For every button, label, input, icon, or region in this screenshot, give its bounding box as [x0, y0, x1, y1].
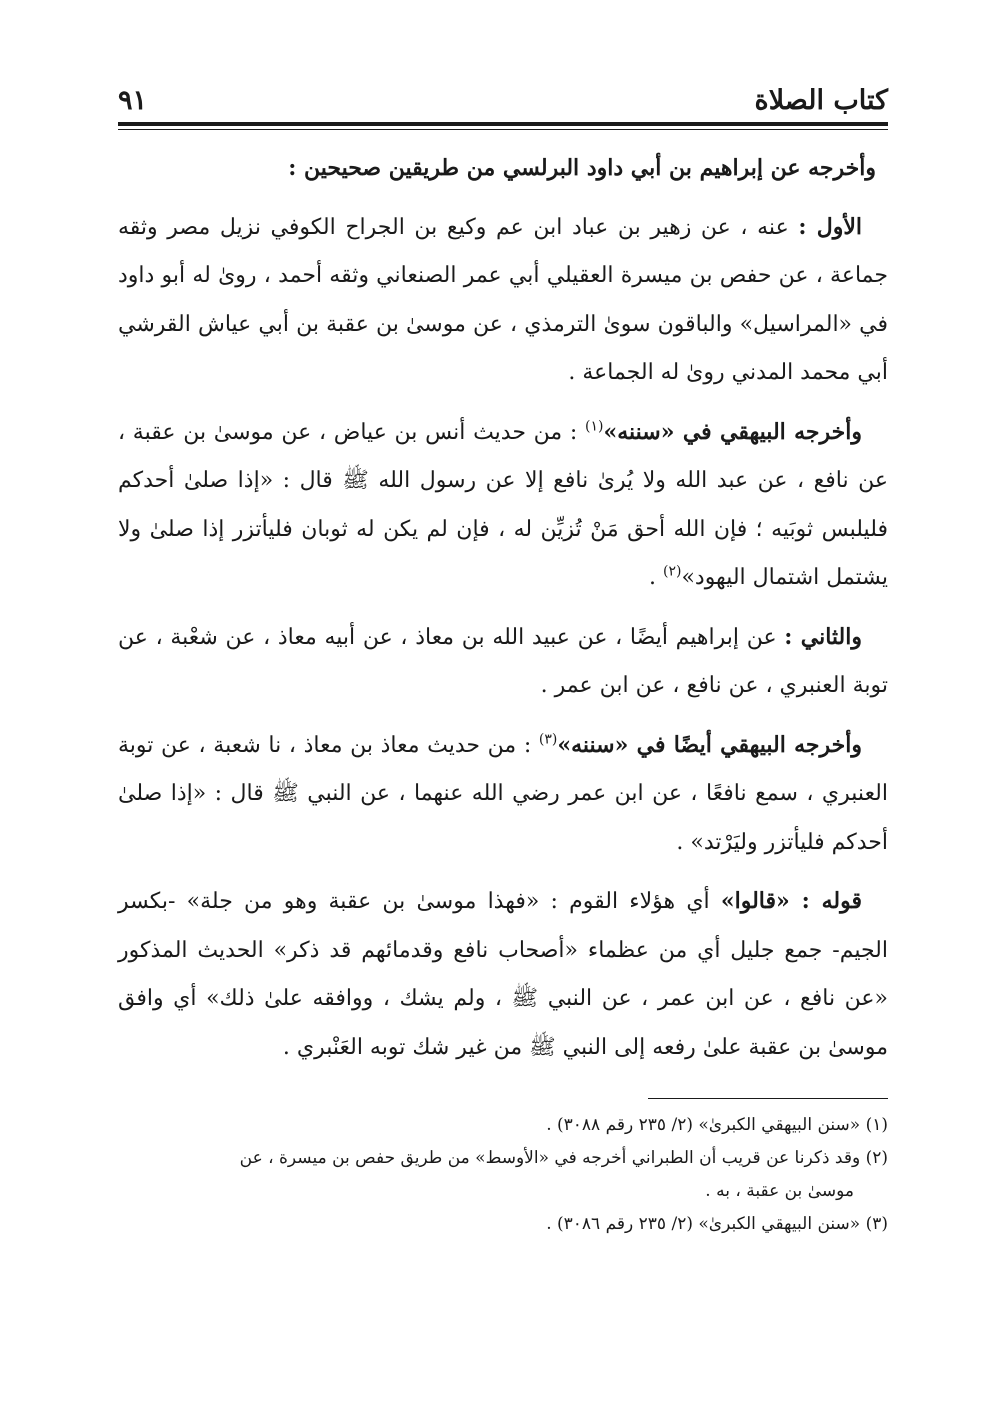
paragraph-lead: وأخرجه البيهقي في «سننه» — [603, 418, 862, 445]
header-rule-thick — [118, 122, 888, 126]
paragraph-lead: الأول : — [798, 213, 862, 240]
footnote-ref-1[interactable]: (١) — [585, 418, 604, 435]
footnote-separator — [648, 1098, 888, 1099]
book-page — [118, 70, 888, 1241]
footnote-1: (١) «سنن البيهقي الكبرىٰ» (٢/ ٢٣٥ رقم ٣٠٨٨) . — [546, 1115, 888, 1135]
footnote-2-continuation: موسىٰ بن عقبة ، به . — [705, 1181, 854, 1201]
paragraph-text: عنه ، عن زهير بن عباد ابن عم وكيع بن الجراح الكوفي نزيل مصر وثقه جماعة ، عن حفص بن ميسرة العقيلي أبي عمر الصنعاني وثقه أحمد ، روىٰ له أبو داود في «المراسيل» والباقون سوىٰ الترمذي ، عن موسىٰ بن عقبة بن أبي عياش القرشي أبي محمد المدني روىٰ له الجماعة . — [118, 214, 888, 385]
paragraph-lead: قوله : «قالوا» — [720, 888, 862, 914]
paragraph-commentary — [118, 877, 888, 1072]
paragraph-text: عن إبراهيم أيضًا ، عن عبيد الله بن معاذ ، عن أبيه معاذ ، عن شعْبة ، عن توبة العنبري ، عن نافع ، عن ابن عمر . — [118, 624, 888, 698]
intro-paragraph: وأخرجه عن إبراهيم بن أبي داود البرلسي من طريقين صحيحين : — [288, 155, 876, 181]
footnote-ref-3[interactable]: (٣) — [538, 731, 558, 748]
footnotes — [118, 1109, 888, 1241]
chapter-title: كتاب الصلاة — [754, 85, 888, 117]
paragraph-text: : من حديث معاذ بن معاذ ، نا شعبة ، عن توبة العنبري ، سمع نافعًا ، عن ابن عمر رضي الله عنهما ، عن النبي ﷺ قال : «إذا صلىٰ أحدكم فليأتزر وليَرْتد» . — [118, 732, 888, 855]
paragraph-bayhaqi-1 — [118, 408, 888, 603]
footnote-2: (٢) وقد ذكرنا عن قريب أن الطبراني أخرجه في «الأوسط» من طريق حفص بن ميسرة ، عن — [239, 1148, 888, 1168]
paragraph-first-route — [118, 203, 888, 398]
paragraph-lead: والثاني : — [784, 623, 863, 650]
footnote-3: (٣) «سنن البيهقي الكبرىٰ» (٢/ ٢٣٥ رقم ٣٠٨٦) . — [546, 1214, 888, 1234]
main-text — [118, 144, 888, 1072]
header-rule-thin — [118, 129, 888, 130]
paragraph-bayhaqi-2 — [118, 721, 888, 868]
paragraph-text: أي هؤلاء القوم : «فهذا موسىٰ بن عقبة وهو من جلة» -بكسر الجيم- جمع جليل أي من عظماء «أصحاب نافع وقدمائهم قد ذكر» الحديث المذكور «عن نافع ، عن ابن عمر ، عن النبي ﷺ ، ولم يشك ، ووافقه علىٰ ذلك» أي وافق موسىٰ بن عقبة علىٰ رفعه إلى النبي ﷺ من غير شك توبه العَنْبري . — [118, 889, 888, 1060]
paragraph-second-route — [118, 613, 888, 711]
page-number: ٩١ — [118, 85, 148, 117]
running-header — [118, 70, 888, 116]
paragraph-text: : من حديث أنس بن عياض ، عن موسىٰ بن عقبة ، عن نافع ، عن عبد الله ولا يُرىٰ نافع إلا عن رسول الله ﷺ قال : «إذا صلىٰ أحدكم فليلبس ثوبَيه ؛ فإن الله أحق مَنْ تُزيِّن له ، فإن لم يكن له ثوبان فليأتزر إذا صلىٰ ولا يشتمل اشتمال اليهود» — [118, 419, 888, 590]
paragraph-lead: وأخرجه البيهقي أيضًا في «سننه» — [557, 731, 862, 758]
footnote-ref-2[interactable]: (٢) — [662, 563, 682, 580]
paragraph-end: . — [648, 565, 656, 590]
